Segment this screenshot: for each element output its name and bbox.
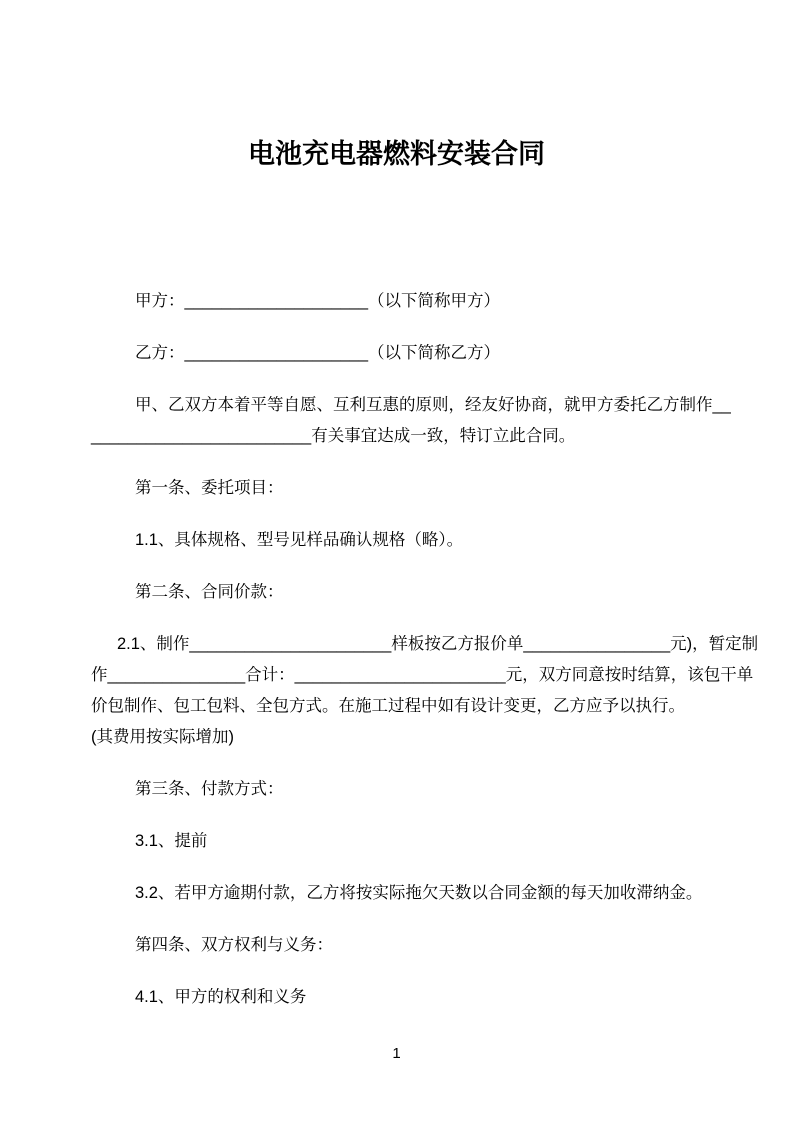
paragraph [91, 390, 731, 452]
paragraph [91, 525, 702, 556]
text-line: 第二条、合同价款： [135, 583, 284, 601]
paragraph [91, 826, 702, 857]
text-line: (其费用按实际增加) [91, 728, 234, 746]
paragraph [91, 930, 702, 961]
document-title: 电池充电器燃料安装合同 [248, 139, 545, 169]
paragraph [91, 338, 702, 369]
text-line: ________________________有关事宜达成一致，特订立此合同。 [91, 427, 576, 445]
paragraph [91, 774, 702, 805]
paragraph [91, 577, 702, 608]
paragraph [91, 473, 702, 504]
text-line: 1.1、具体规格、型号见样品确认规格（略）。 [135, 531, 464, 549]
document-body [91, 172, 759, 1013]
text-line: 第一条、委托项目： [135, 479, 284, 497]
paragraph [91, 629, 759, 753]
page-number: 1 [392, 1045, 401, 1062]
paragraph [91, 982, 702, 1013]
text-line: 2.1、制作______________________样板按乙方报价单________________元)，暂定制 [117, 635, 759, 653]
text-line: 4.1、甲方的权利和义务 [135, 988, 307, 1006]
text-line: 乙方：____________________（以下简称乙方） [135, 344, 501, 362]
paragraph [91, 878, 702, 909]
text-line: 3.2、若甲方逾期付款，乙方将按实际拖欠天数以合同金额的每天加收滞纳金。 [135, 884, 703, 902]
text-line: 价包制作、包工包料、全包方式。在施工过程中如有设计变更，乙方应予以执行。 [91, 697, 685, 715]
text-line: 作_______________合计：_______________________元，双方同意按时结算，该包干单 [91, 666, 754, 684]
text-line: 第四条、双方权利与义务： [135, 936, 333, 954]
text-line: 甲方：____________________（以下简称甲方） [135, 292, 501, 310]
document-content [91, 0, 759, 1013]
paragraph [91, 286, 702, 317]
text-line: 甲、乙双方本着平等自愿、互利互惠的原则，经友好协商，就甲方委托乙方制作__ [135, 396, 731, 414]
text-line: 3.1、提前 [135, 832, 208, 850]
text-line: 第三条、付款方式： [135, 780, 284, 798]
